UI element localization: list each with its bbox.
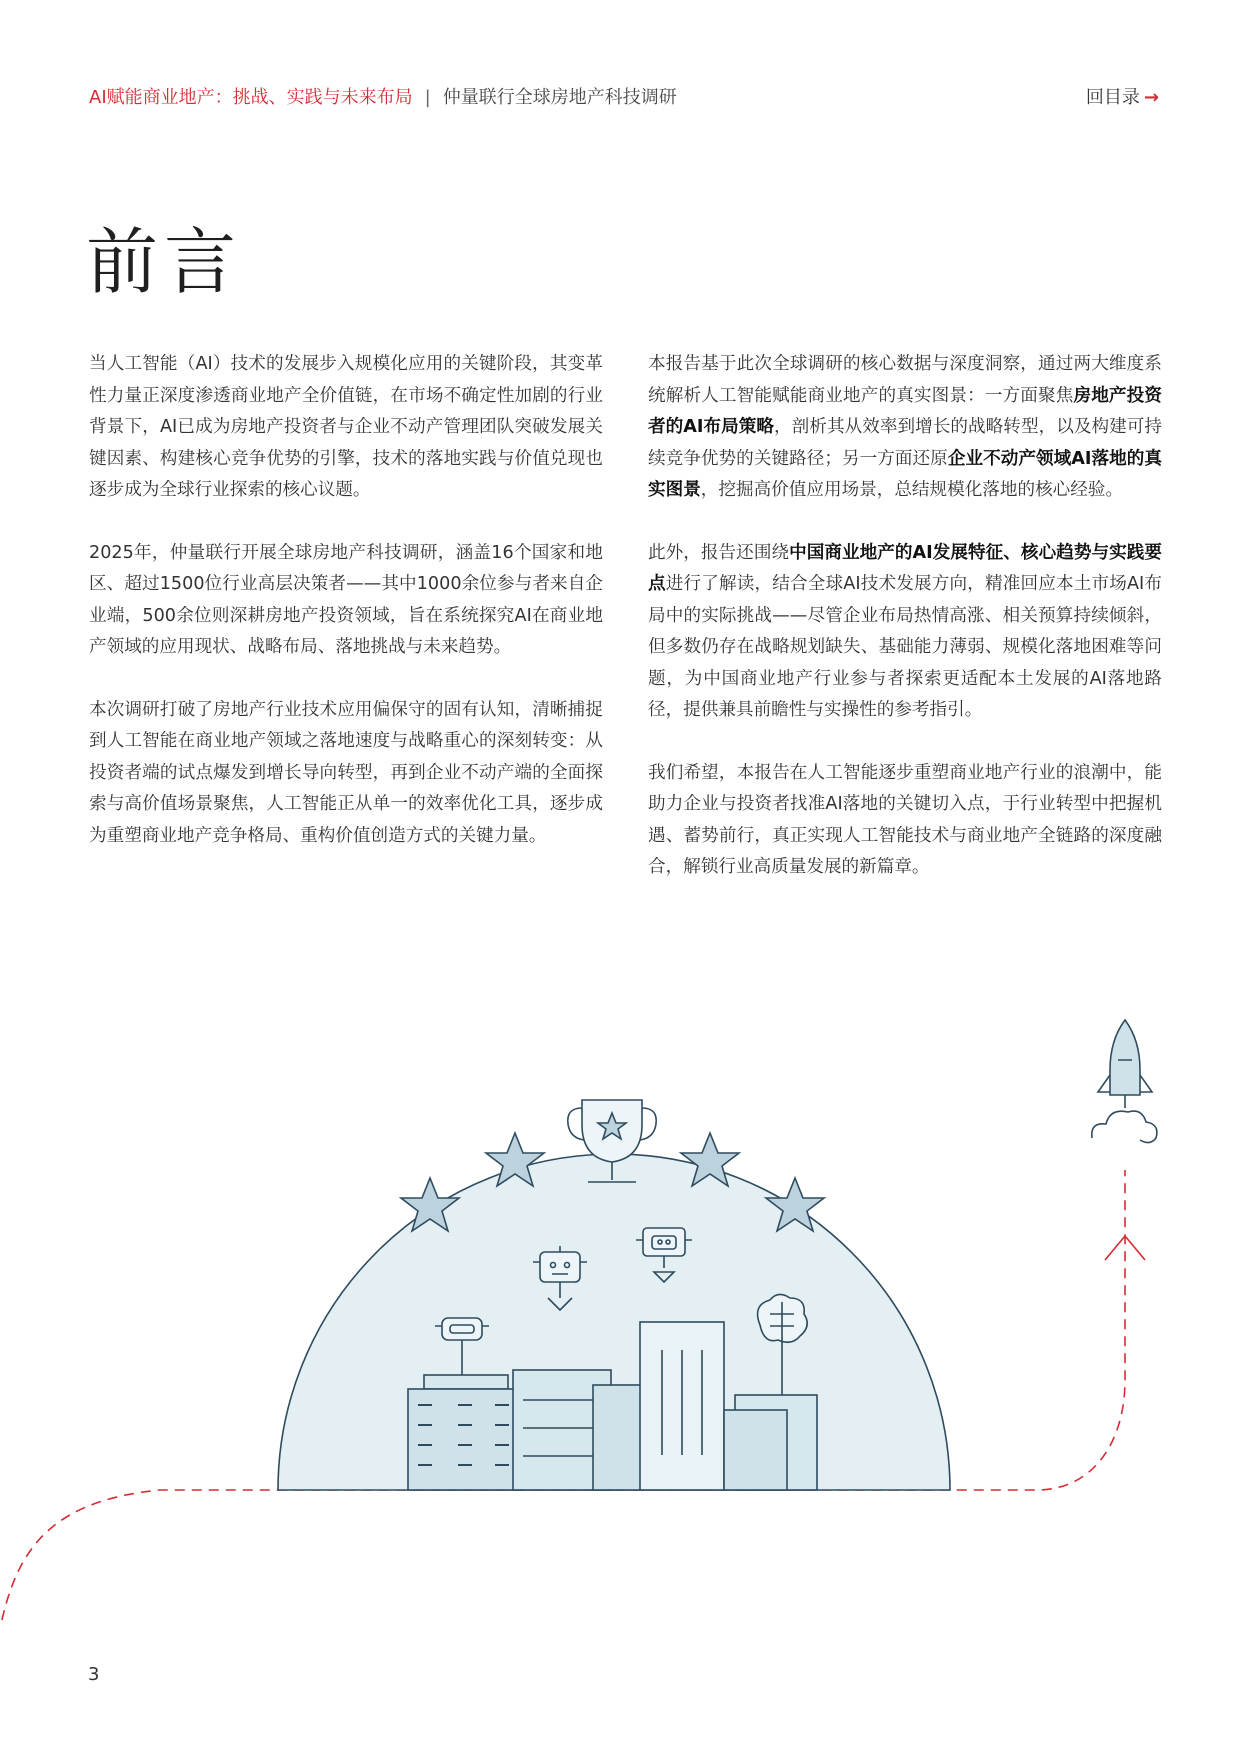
paragraph: 2025年，仲量联行开展全球房地产科技调研，涵盖16个国家和地区、超过1500位行业高层决策者——其中1000余位参与者来自企业端，500余位则深耕房地产投资领域，旨在系统探究AI在商业地产领域的应用现状、战略布局、落地挑战与未来趋势。: [89, 542, 603, 657]
left-column: [89, 349, 603, 883]
page-header: [89, 84, 1159, 112]
rocket-icon: [1092, 1020, 1157, 1143]
page-title: 前言: [86, 220, 243, 304]
back-to-contents-link[interactable]: [1086, 84, 1159, 112]
paragraph: 我们希望，本报告在人工智能逐步重塑商业地产行业的浪潮中，能助力企业与投资者找准AI落地的关键切入点，于行业转型中把握机遇、蓄势前行，真正实现人工智能技术与商业地产全链路的深度融合，解锁行业高质量发展的新篇章。: [648, 762, 1162, 877]
paragraph: 当人工智能（AI）技术的发展步入规模化应用的关键阶段，其变革性力量正深度渗透商业地产全价值链，在市场不确定性加剧的行业背景下，AI已成为房地产投资者与企业不动产管理团队突破发展关键因素、构建核心竞争优势的引擎，技术的落地实践与价值兑现也逐步成为全球行业探索的核心议题。: [89, 354, 603, 500]
emphasis: 房地产投资者的AI布局策略: [648, 385, 1162, 437]
right-column: [648, 349, 1162, 915]
emphasis: 中国商业地产的AI发展特征、核心趋势与实践要点: [648, 542, 1162, 594]
paragraph: 此外，报告还围绕中国商业地产的AI发展特征、核心趋势与实践要点进行了解读，结合全球AI技术发展方向，精准回应本土市场AI布局中的实际挑战——尽管企业布局热情高涨、相关预算持续倾斜，但多数仍存在战略规划缺失、基础能力薄弱、规模化落地困难等问题，为中国商业地产行业参与者探索更适配本土发展的AI落地路径，提供兼具前瞻性与实操性的参考指引。: [648, 542, 1162, 720]
report-title: AI赋能商业地产：挑战、实践与未来布局: [89, 87, 413, 108]
report-subtitle: 仲量联行全球房地产科技调研: [442, 87, 677, 108]
paragraph: 本次调研打破了房地产行业技术应用偏保守的固有认知，清晰捕捉到人工智能在商业地产领域之落地速度与战略重心的深刻转变：从投资者端的试点爆发到增长导向转型，再到企业不动产端的全面探索与高价值场景聚焦，人工智能正从单一的效率优化工具，逐步成为重塑商业地产竞争格局、重构价值创造方式的关键力量。: [89, 699, 603, 846]
cloud-icon: [1092, 1111, 1157, 1142]
ai-real-estate-illustration: [0, 1000, 1240, 1640]
back-label: 回目录: [1085, 87, 1140, 108]
paragraph: 本报告基于此次全球调研的核心数据与深度洞察，通过两大维度系统解析人工智能赋能商业地产的真实图景：一方面聚焦房地产投资者的AI布局策略，剖析其从效率到增长的战略转型，以及构建可持续竞争优势的关键路径；另一方面还原企业不动产领域AI落地的真实图景，挖掘高价值应用场景，总结规模化落地的核心经验。: [648, 354, 1162, 500]
arrow-right-icon: →: [1143, 87, 1159, 108]
page-number: 3: [88, 1664, 100, 1685]
emphasis: 企业不动产领域AI落地的真实图景: [648, 448, 1162, 500]
header-separator: |: [424, 87, 431, 108]
